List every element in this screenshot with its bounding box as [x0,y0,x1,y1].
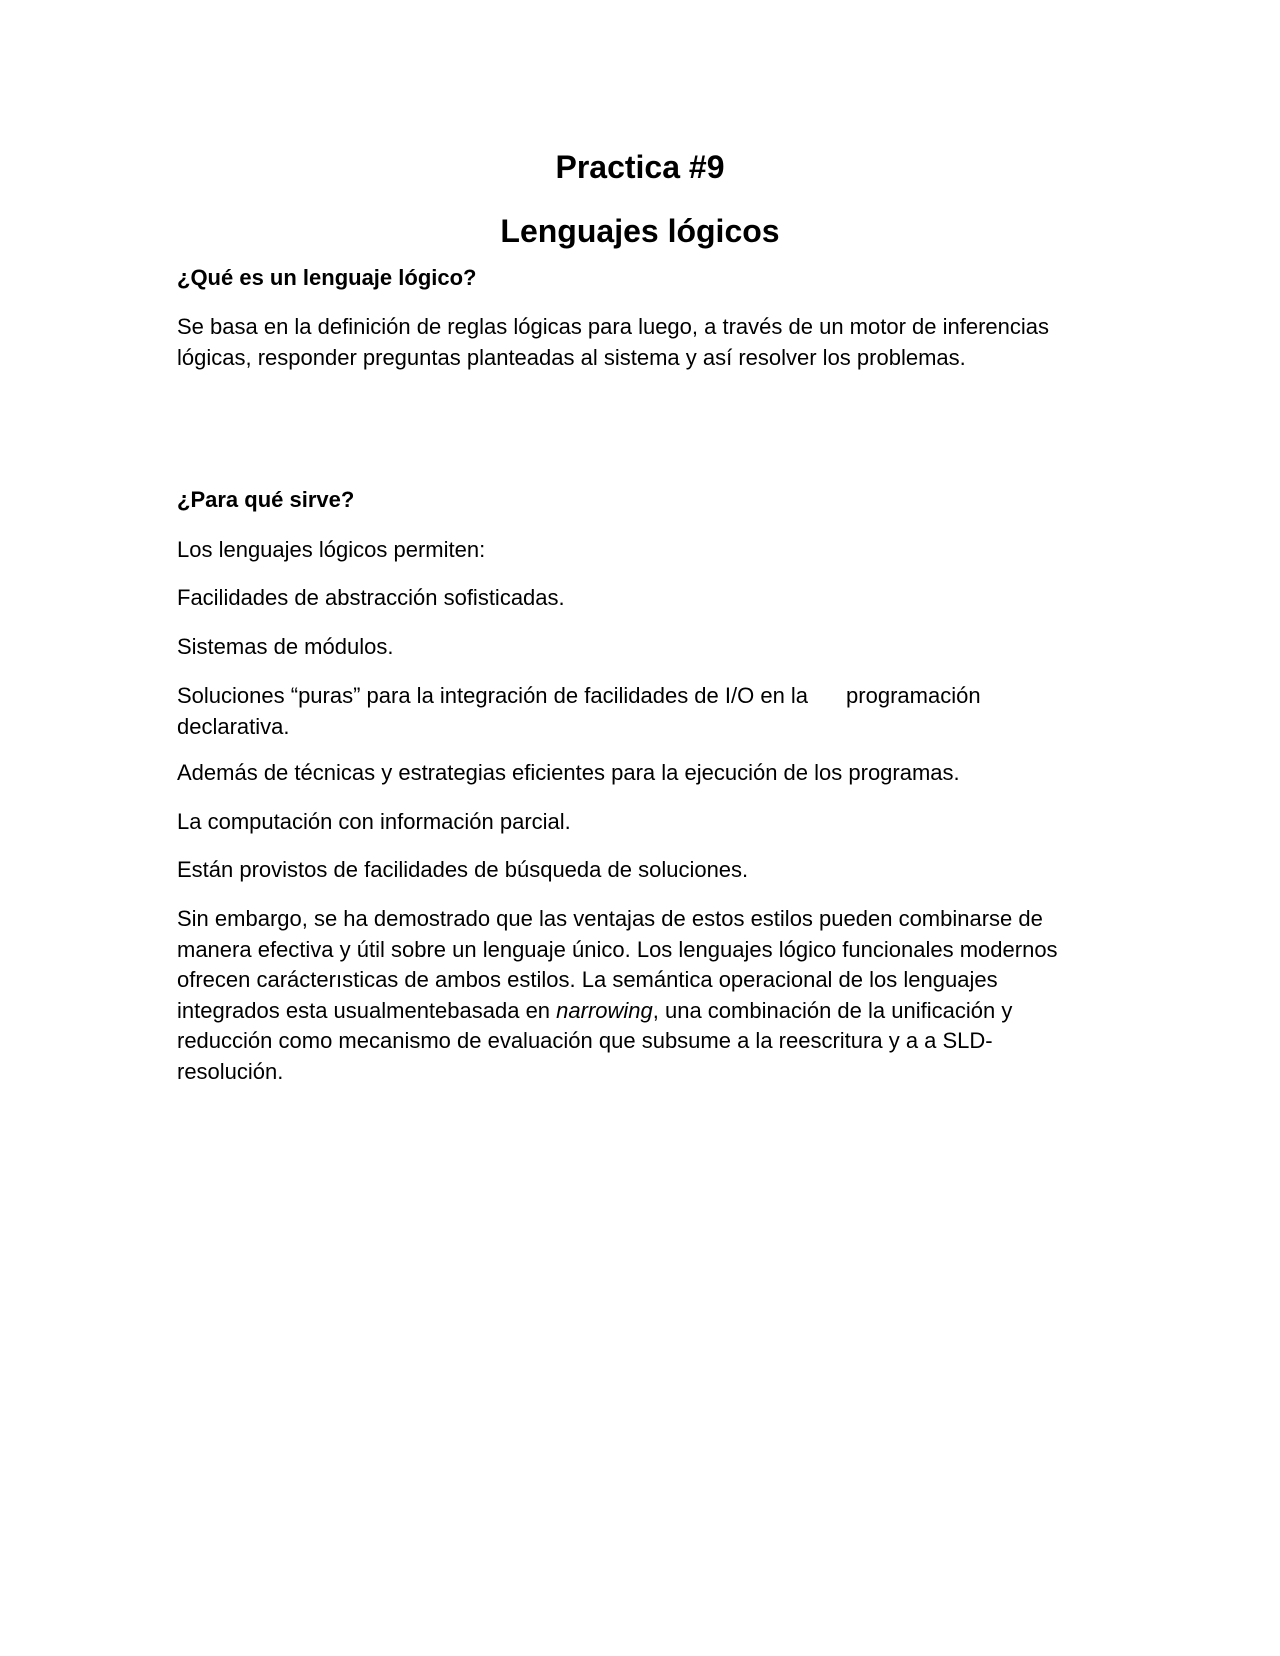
paragraph-line: , una combinación de la unificación y [652,997,1013,1023]
emphasis-term: narrowing [556,997,653,1023]
document-subtitle: Lenguajes lógicos [500,213,780,249]
paragraph-line: Sin embargo, se ha demostrado que las ventajas de estos estilos pueden combinarse de [177,906,1043,931]
paragraph-line: declarativa. [177,713,290,739]
paragraph-line: resolución. [177,1058,284,1084]
section-paragraph-definition [177,312,1107,373]
paragraph-closing [177,904,1107,1087]
paragraph-line: Se basa en la definición de reglas lógicas para luego, a través de un motor de inferencias [177,314,1049,339]
paragraph-item-io [177,681,1107,742]
paragraph-line: integrados esta usualmentebasada en [177,997,557,1023]
paragraph-line: ofrecen carácterısticas de ambos estilos. La semántica operacional de los lenguajes [177,967,998,992]
paragraph-item-techniques: Además de técnicas y estrategias eficientes para la ejecución de los programas. [177,760,960,785]
paragraph-line: programación [846,683,981,708]
paragraph-item-partial-info: La computación con información parcial. [177,809,571,834]
section-heading-what-is: ¿Qué es un lenguaje lógico? [177,265,477,290]
paragraph-item-abstraction: Facilidades de abstracción sofisticadas. [177,585,565,610]
paragraph-line: Soluciones “puras” para la integración de facilidades de I/O en la [177,683,809,708]
section-heading-purpose: ¿Para qué sirve? [177,487,355,512]
paragraph-line: lógicas, responder preguntas planteadas al sistema y así resolver los problemas. [177,344,966,370]
paragraph-item-search: Están provistos de facilidades de búsqueda de soluciones. [177,857,749,882]
paragraph-line: manera efectiva y útil sobre un lenguaje único. Los lenguajes lógico funcionales modernos [177,936,1058,962]
document-title: Practica #9 [555,149,725,185]
paragraph-item-modules: Sistemas de módulos. [177,634,394,659]
paragraph-line: reducción como mecanismo de evaluación que subsume a la reescritura y a a SLD- [177,1028,993,1053]
paragraph-intro: Los lenguajes lógicos permiten: [177,537,486,562]
